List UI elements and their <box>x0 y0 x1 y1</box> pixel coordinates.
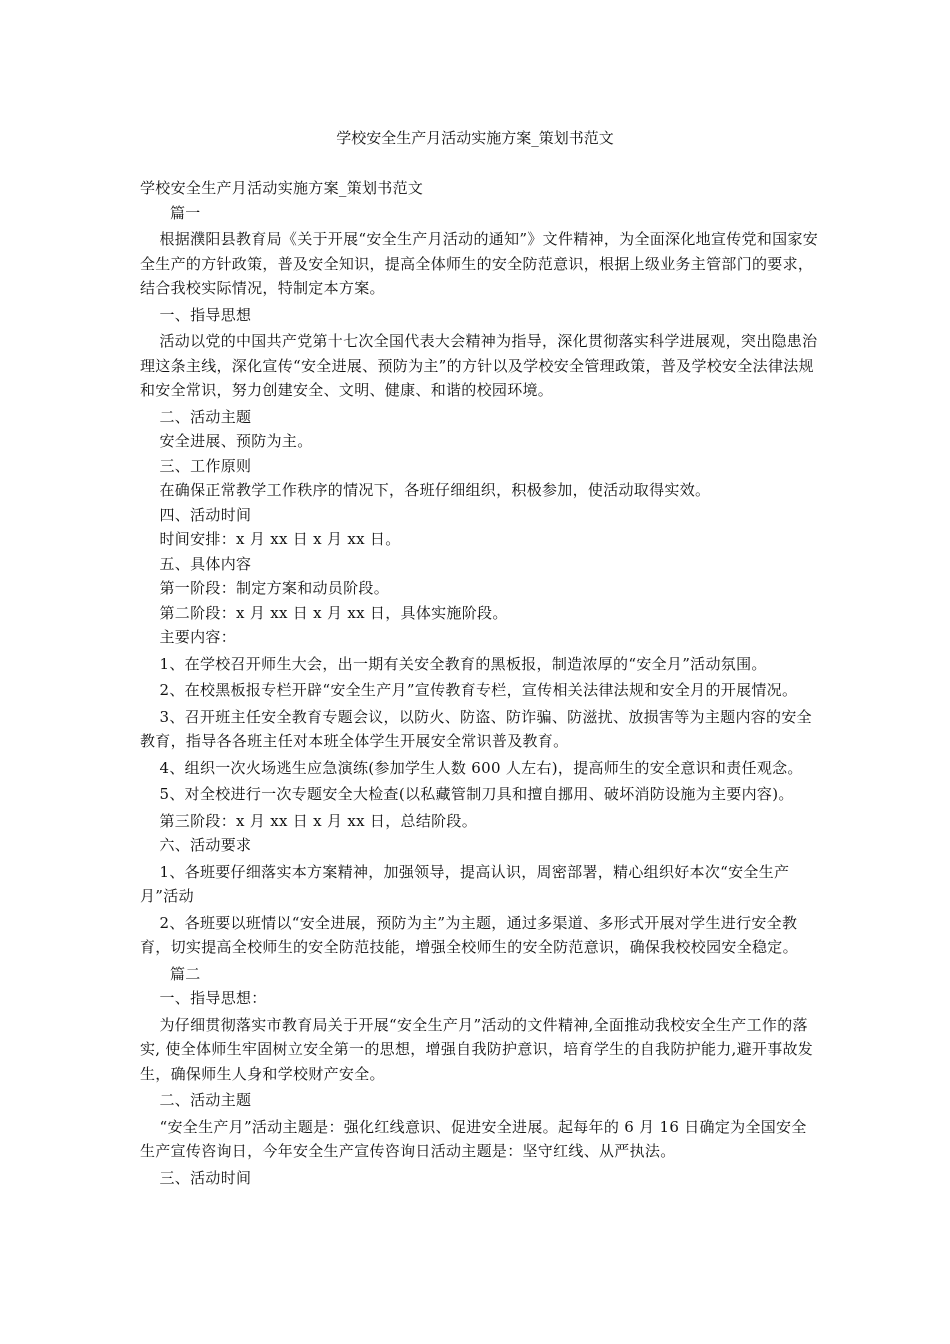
document-paragraph: 为仔细贯彻落实市教育局关于开展“安全生产月”活动的文件精神,全面推动我校安全生产工作的落实, 使全体师生牢固树立安全第一的思想，增强自我防护意识，培育学生的自我防护能力,避开事故发生，确保师生人身和学校财产安全。 <box>140 1015 814 1083</box>
document-paragraph: 活动以党的中国共产党第十七次全国代表大会精神为指导，深化贯彻落实科学进展观，突出隐患治理这条主线，深化宣传“安全进展、预防为主”的方针以及学校安全管理政策，普及学校安全法律法规和安全常识，努力创建安全、文明、健康、和谐的校园环境。 <box>140 332 818 399</box>
document-body <box>140 176 820 1190</box>
document-paragraph: 学校安全生产月活动实施方案_策划书范文 <box>140 179 424 197</box>
document-paragraph: 1、在学校召开师生大会，出一期有关安全教育的黑板报，制造浓厚的“安全月”活动氛围。 <box>159 654 767 673</box>
document-paragraph: 一、指导思想 <box>159 305 252 324</box>
document-paragraph: 二、活动主题 <box>159 1091 252 1109</box>
document-paragraph: 根据濮阳县教育局《关于开展“安全生产月活动的通知”》文件精神，为全面深化地宣传党和国家安全生产的方针政策，普及安全知识，提高全体师生的安全防范意识，根据上级业务主管部门的要求，结合我校实际情况，特制定本方案。 <box>140 230 819 297</box>
document-paragraph: 篇二 <box>170 964 201 983</box>
document-paragraph: 第一阶段：制定方案和动员阶段。 <box>159 579 390 597</box>
document-paragraph: 主要内容： <box>159 628 237 646</box>
document-paragraph: 二、活动主题 <box>159 407 252 426</box>
document-paragraph: 在确保正常教学工作秩序的情况下，各班仔细组织，积极参加，使活动取得实效。 <box>159 481 711 499</box>
document-paragraph: 三、活动时间 <box>159 1168 252 1187</box>
document-paragraph: 一、指导思想： <box>159 989 267 1007</box>
document-title: 学校安全生产月活动实施方案_策划书范文 <box>336 129 614 147</box>
document-paragraph: 5、对全校进行一次专题安全大检查(以私藏管制刀具和擅自挪用、破坏消防设施为主要内容)。 <box>159 785 794 803</box>
document-paragraph: “安全生产月”活动主题是：强化红线意识、促进安全进展。起每年的 6 月 16 日确定为全国安全生产宣传咨询日，今年安全生产宣传咨询日活动主题是：坚守红线、从严执法。 <box>140 1117 807 1160</box>
document-paragraph: 安全进展、预防为主。 <box>159 432 313 450</box>
document-paragraph: 五、具体内容 <box>159 554 252 573</box>
document-paragraph: 第三阶段：x 月 xx 日 x 月 xx 日，总结阶段。 <box>159 811 478 830</box>
document-paragraph: 第二阶段：x 月 xx 日 x 月 xx 日，具体实施阶段。 <box>159 603 508 622</box>
document-paragraph: 4、组织一次火场逃生应急演练(参加学生人数 600 人左右)，提高师生的安全意识和责任观念。 <box>159 758 803 777</box>
document-paragraph: 四、活动时间 <box>159 505 252 524</box>
document-paragraph: 时间安排：x 月 xx 日 x 月 xx 日。 <box>159 530 401 548</box>
document-paragraph: 3、召开班主任安全教育专题会议，以防火、防盗、防诈骗、防滋扰、放损害等为主题内容的安全教育，指导各各班主任对本班全体学生开展安全常识普及教育。 <box>140 707 812 750</box>
document-paragraph: 1、各班要仔细落实本方案精神，加强领导，提高认识，周密部署，精心组织好本次“安全生产月”活动 <box>140 862 790 905</box>
document-paragraph: 篇一 <box>170 203 201 222</box>
document-paragraph: 2、在校黑板报专栏开辟“安全生产月”宣传教育专栏，宣传相关法律法规和安全月的开展情况。 <box>159 681 798 699</box>
document-paragraph: 2、各班要以班情以“安全进展，预防为主”为主题，通过多渠道、多形式开展对学生进行安全教育，切实提高全校师生的安全防范技能，增强全校师生的安全防范意识，确保我校校园安全稳定。 <box>140 913 798 956</box>
document-paragraph: 三、工作原则 <box>159 456 252 475</box>
document-paragraph: 六、活动要求 <box>159 836 252 854</box>
